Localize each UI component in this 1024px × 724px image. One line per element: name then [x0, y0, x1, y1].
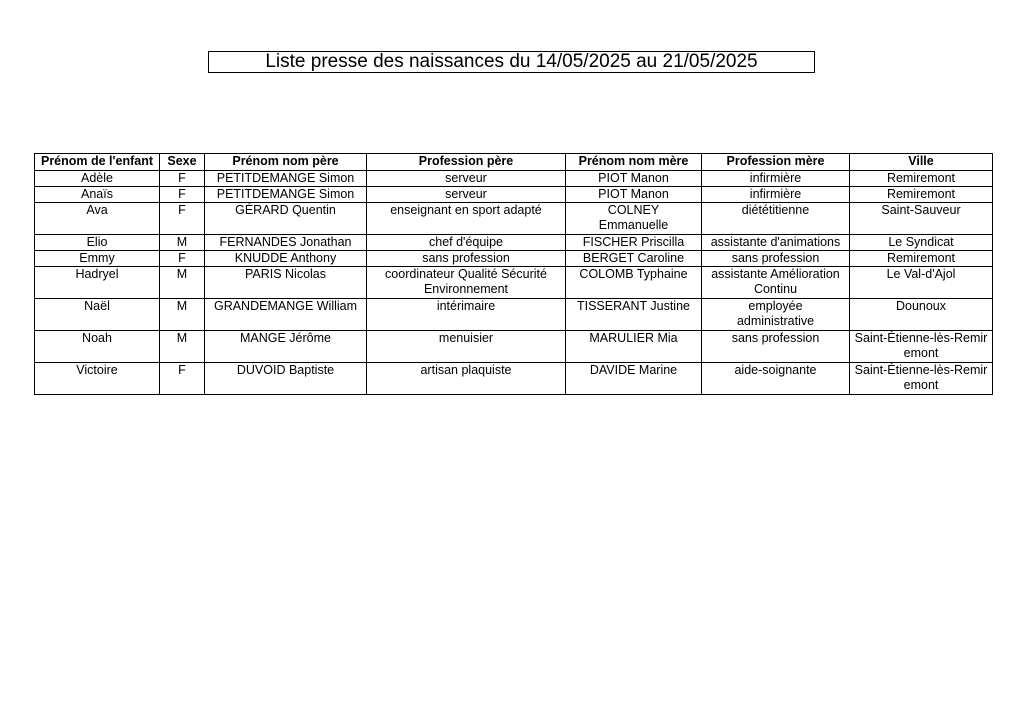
cell-profession-pere: artisan plaquiste [367, 363, 566, 395]
cell-sexe: M [160, 331, 205, 363]
cell-pere: GÉRARD Quentin [205, 203, 367, 235]
cell-prenom-enfant: Emmy [35, 251, 160, 267]
cell-profession-mere: assistante Amélioration Continu [702, 267, 850, 299]
cell-sexe: F [160, 363, 205, 395]
table-row [35, 251, 993, 267]
cell-mere: FISCHER Priscilla [566, 235, 702, 251]
births-table [34, 153, 993, 395]
document-title: Liste presse des naissances du 14/05/2025 au 21/05/2025 [208, 51, 815, 73]
cell-prenom-enfant: Naël [35, 299, 160, 331]
header-profession-mere: Profession mère [702, 154, 850, 171]
table-row [35, 267, 993, 299]
cell-sexe: M [160, 235, 205, 251]
header-sexe: Sexe [160, 154, 205, 171]
table-row [35, 203, 993, 235]
cell-profession-mere: sans profession [702, 251, 850, 267]
table-row [35, 363, 993, 395]
cell-sexe: F [160, 171, 205, 187]
header-prenom-enfant: Prénom de l'enfant [35, 154, 160, 171]
cell-prenom-enfant: Ava [35, 203, 160, 235]
cell-profession-mere: infirmière [702, 171, 850, 187]
cell-ville: Remiremont [850, 251, 993, 267]
cell-pere: PETITDEMANGE Simon [205, 187, 367, 203]
cell-profession-pere: chef d'équipe [367, 235, 566, 251]
cell-pere: PARIS Nicolas [205, 267, 367, 299]
table-row [35, 235, 993, 251]
cell-ville: Le Syndicat [850, 235, 993, 251]
cell-mere: COLOMB Typhaine [566, 267, 702, 299]
cell-prenom-enfant: Elio [35, 235, 160, 251]
cell-pere: PETITDEMANGE Simon [205, 171, 367, 187]
cell-prenom-enfant: Noah [35, 331, 160, 363]
header-ville: Ville [850, 154, 993, 171]
cell-profession-mere: infirmière [702, 187, 850, 203]
table-row [35, 171, 993, 187]
cell-pere: FERNANDES Jonathan [205, 235, 367, 251]
cell-profession-pere: menuisier [367, 331, 566, 363]
cell-ville: Dounoux [850, 299, 993, 331]
cell-profession-pere: coordinateur Qualité Sécurité Environnement [367, 267, 566, 299]
cell-mere: DAVIDE Marine [566, 363, 702, 395]
header-prenom-nom-mere: Prénom nom mère [566, 154, 702, 171]
cell-prenom-enfant: Victoire [35, 363, 160, 395]
cell-mere: COLNEY Emmanuelle [566, 203, 702, 235]
cell-mere: MARULIER Mia [566, 331, 702, 363]
cell-profession-pere: serveur [367, 187, 566, 203]
cell-sexe: F [160, 187, 205, 203]
cell-profession-pere: enseignant en sport adapté [367, 203, 566, 235]
cell-sexe: M [160, 267, 205, 299]
cell-sexe: M [160, 299, 205, 331]
header-prenom-nom-pere: Prénom nom père [205, 154, 367, 171]
table-row [35, 331, 993, 363]
cell-profession-pere: intérimaire [367, 299, 566, 331]
cell-pere: MANGE Jérôme [205, 331, 367, 363]
cell-pere: DUVOID Baptiste [205, 363, 367, 395]
cell-profession-mere: assistante d'animations [702, 235, 850, 251]
cell-mere: BERGET Caroline [566, 251, 702, 267]
cell-pere: KNUDDE Anthony [205, 251, 367, 267]
cell-prenom-enfant: Hadryel [35, 267, 160, 299]
cell-prenom-enfant: Adèle [35, 171, 160, 187]
cell-mere: PIOT Manon [566, 171, 702, 187]
cell-prenom-enfant: Anaïs [35, 187, 160, 203]
cell-ville: Le Val-d'Ajol [850, 267, 993, 299]
table-header-row [35, 154, 993, 171]
table-row [35, 187, 993, 203]
cell-sexe: F [160, 251, 205, 267]
cell-ville: Saint-Étienne-lès-Remiremont [850, 363, 993, 395]
cell-ville: Saint-Étienne-lès-Remiremont [850, 331, 993, 363]
cell-profession-mere: employée administrative [702, 299, 850, 331]
cell-profession-mere: diététitienne [702, 203, 850, 235]
cell-mere: TISSERANT Justine [566, 299, 702, 331]
cell-profession-pere: serveur [367, 171, 566, 187]
cell-ville: Remiremont [850, 187, 993, 203]
cell-pere: GRANDEMANGE William [205, 299, 367, 331]
cell-ville: Saint-Sauveur [850, 203, 993, 235]
cell-mere: PIOT Manon [566, 187, 702, 203]
cell-ville: Remiremont [850, 171, 993, 187]
cell-sexe: F [160, 203, 205, 235]
cell-profession-mere: aide-soignante [702, 363, 850, 395]
table-row [35, 299, 993, 331]
cell-profession-pere: sans profession [367, 251, 566, 267]
cell-profession-mere: sans profession [702, 331, 850, 363]
header-profession-pere: Profession père [367, 154, 566, 171]
